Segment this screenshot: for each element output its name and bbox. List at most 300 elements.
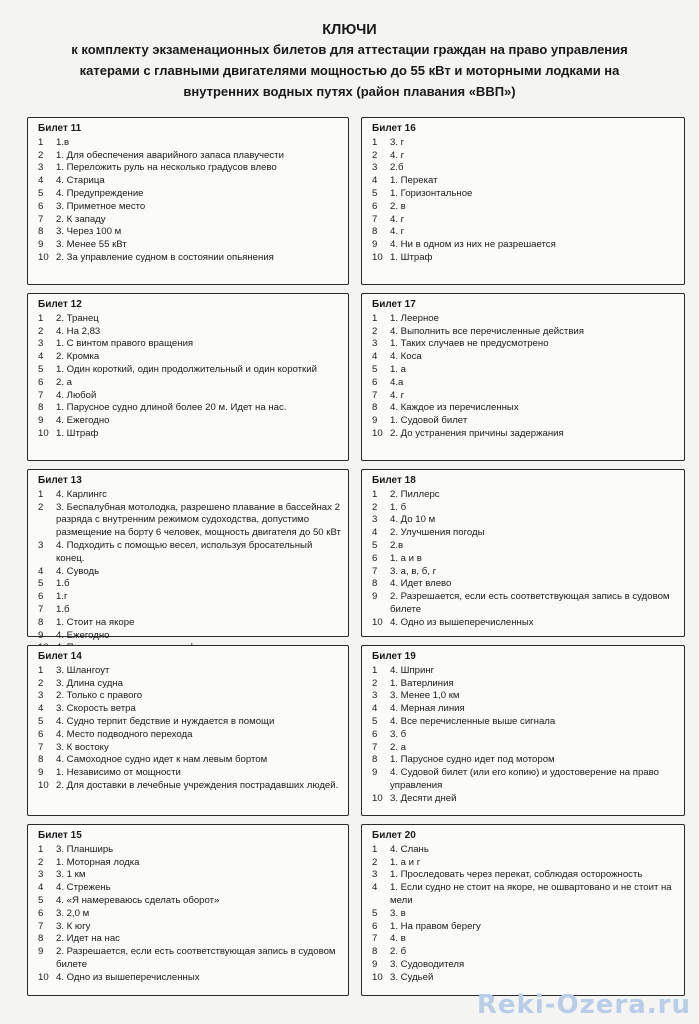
- answer-text: 4. Каждое из перечисленных: [390, 402, 519, 414]
- answer-row: [38, 566, 342, 579]
- answer-row: [38, 428, 342, 441]
- question-number: 4: [372, 882, 378, 894]
- ticket-box: [27, 824, 349, 996]
- answer-row: [38, 921, 342, 934]
- answer-text: 2. Пиллерс: [390, 488, 440, 500]
- question-number: 6: [38, 200, 44, 212]
- question-number: 2: [372, 856, 378, 868]
- question-number: 9: [372, 415, 378, 427]
- answer-text: 3. б: [390, 728, 407, 740]
- answer-row: [38, 137, 342, 150]
- answer-row: [372, 489, 678, 502]
- question-number: 9: [372, 958, 378, 970]
- question-number: 5: [372, 715, 378, 727]
- ticket-title: Билет 13: [38, 475, 82, 486]
- answer-text: 1. Таких случаев не предусмотрено: [390, 338, 549, 350]
- answer-text: 1. С винтом правого вращения: [56, 338, 194, 350]
- answer-text: 4. «Я намереваюсь сделать оборот»: [56, 894, 220, 906]
- question-number: 6: [38, 907, 44, 919]
- answer-text: 2. За управление судном в состоянии опьянения: [56, 251, 274, 263]
- answer-row: [372, 959, 678, 972]
- answer-row: [372, 527, 678, 540]
- answer-row: [372, 514, 678, 527]
- answer-row: [372, 188, 678, 201]
- answer-row: [372, 678, 678, 691]
- answer-row: [38, 946, 342, 972]
- answer-text: 4. Стрежень: [56, 882, 111, 894]
- answer-row: [38, 780, 342, 793]
- answer-text: 3. Приметное место: [56, 200, 146, 212]
- answer-text: 1. Для обеспечения аварийного запаса плавучести: [56, 149, 284, 161]
- answer-row: [372, 578, 678, 591]
- question-number: 10: [372, 616, 383, 628]
- answer-text: 2. К западу: [56, 213, 106, 225]
- answer-row: [38, 377, 342, 390]
- question-number: 7: [38, 741, 44, 753]
- answer-row: [372, 540, 678, 553]
- answer-text: 1. Штраф: [390, 251, 433, 263]
- answer-row: [38, 364, 342, 377]
- question-number: 8: [372, 226, 378, 238]
- ticket-title: Билет 16: [372, 123, 416, 134]
- answer-row: [372, 933, 678, 946]
- answer-text: 2. Идет на нас: [56, 933, 120, 945]
- ticket-title: Билет 19: [372, 651, 416, 662]
- answer-row: [38, 604, 342, 617]
- answer-text: 1.в: [56, 136, 70, 148]
- question-number: 6: [372, 376, 378, 388]
- answer-row: [38, 703, 342, 716]
- ticket-box: [361, 117, 685, 285]
- answer-text: 4. Суводь: [56, 565, 100, 577]
- question-number: 4: [372, 351, 378, 363]
- answer-row: [38, 226, 342, 239]
- answer-text: 4. Подходить с помощью весел, используя бросательный конец.: [56, 539, 313, 564]
- answer-row: [372, 793, 678, 806]
- answer-row: [38, 617, 342, 630]
- answer-text: 4. Любой: [56, 389, 97, 401]
- page-title: КЛЮЧИ: [322, 22, 377, 38]
- answer-text: 2. Разрешается, если есть соответствующая запись в судовом билете: [390, 591, 670, 615]
- ticket-box: [27, 469, 349, 641]
- answer-text: 2.б: [390, 162, 404, 174]
- question-number: 8: [372, 946, 378, 958]
- question-number: 4: [38, 703, 44, 715]
- answer-row: [372, 665, 678, 678]
- question-number: 10: [372, 971, 383, 983]
- answer-text: 4. г: [390, 226, 405, 238]
- answer-text: 2.в: [390, 539, 404, 551]
- question-number: 5: [372, 187, 378, 199]
- answer-row: [372, 844, 678, 857]
- answer-row: [38, 489, 342, 502]
- question-number: 7: [38, 603, 44, 615]
- question-number: 1: [38, 843, 44, 855]
- answer-text: 4. На 2,83: [56, 325, 101, 337]
- answer-row: [38, 351, 342, 364]
- question-number: 10: [38, 971, 49, 983]
- answer-row: [372, 326, 678, 339]
- answer-row: [38, 908, 342, 921]
- question-number: 1: [372, 843, 378, 855]
- answer-text: 1. Переложить руль на несколько градусов влево: [56, 162, 277, 174]
- question-number: 7: [372, 741, 378, 753]
- question-number: 3: [38, 338, 44, 350]
- answer-row: [372, 402, 678, 415]
- question-number: 5: [372, 539, 378, 551]
- answer-text: 2. а: [390, 741, 407, 753]
- ticket-title: Билет 11: [38, 123, 82, 134]
- ticket-box: [361, 645, 685, 816]
- answer-text: 4.а: [390, 376, 404, 388]
- answer-text: 1. Проследовать через перекат, соблюдая осторожность: [390, 869, 643, 881]
- question-number: 9: [38, 767, 44, 779]
- answer-row: [372, 226, 678, 239]
- question-number: 9: [372, 239, 378, 251]
- answer-text: 1. Горизонтальное: [390, 187, 473, 199]
- question-number: 8: [38, 402, 44, 414]
- question-number: 4: [38, 351, 44, 363]
- answer-row: [38, 754, 342, 767]
- answer-row: [372, 239, 678, 252]
- answer-text: 1. а и г: [390, 856, 421, 868]
- answer-text: 2. а: [56, 376, 73, 388]
- answer-row: [38, 540, 342, 566]
- answer-text: 1. Стоит на якоре: [56, 616, 135, 628]
- answer-row: [38, 201, 342, 214]
- question-number: 3: [38, 539, 44, 551]
- question-number: 2: [38, 149, 44, 161]
- subtitle-line-2: катерами с главными двигателями мощностью до 55 кВт и моторными лодками на: [79, 63, 620, 78]
- question-number: 10: [372, 251, 383, 263]
- answer-row: [372, 591, 678, 617]
- question-number: 5: [372, 363, 378, 375]
- question-number: 6: [38, 728, 44, 740]
- answer-text: 4. Место подводного перехода: [56, 728, 193, 740]
- answer-text: 3. Судоводителя: [390, 958, 465, 970]
- answer-text: 2. Для доставки в лечебные учреждения пострадавших людей.: [56, 779, 339, 791]
- ticket-title: Билет 12: [38, 299, 82, 310]
- question-number: 6: [372, 920, 378, 932]
- answer-row: [372, 364, 678, 377]
- question-number: 4: [38, 565, 44, 577]
- answer-row: [38, 150, 342, 163]
- subtitle-line-3: внутренних водных путях (район плавания «ВВП»): [183, 84, 516, 99]
- answer-text: 1. Судовой билет: [390, 415, 468, 427]
- question-number: 4: [372, 527, 378, 539]
- answer-text: 2. Разрешается, если есть соответствующая запись в судовом билете: [56, 946, 336, 970]
- answer-row: [38, 502, 342, 540]
- question-number: 3: [38, 162, 44, 174]
- answer-text: 1.г: [56, 591, 68, 603]
- answer-text: 3. в: [390, 907, 406, 919]
- question-number: 5: [38, 715, 44, 727]
- answer-text: 4. Все перечисленные выше сигнала: [390, 715, 556, 727]
- question-number: 9: [38, 239, 44, 251]
- ticket-title: Билет 18: [372, 475, 416, 486]
- answer-row: [372, 137, 678, 150]
- answer-text: 1.б: [56, 578, 70, 590]
- question-number: 7: [372, 213, 378, 225]
- answer-row: [38, 214, 342, 227]
- answer-row: [372, 869, 678, 882]
- answer-row: [38, 162, 342, 175]
- answer-text: 3. Беспалубная мотолодка, разрешено плавание в бассейнах 2 разряда с внутренним режимом судоходства, допустимо размещение на борту 6 человек, мощность двигателя до 50 кВт: [56, 501, 341, 539]
- answer-row: [372, 201, 678, 214]
- question-number: 1: [372, 488, 378, 500]
- question-number: 3: [372, 514, 378, 526]
- answer-row: [38, 402, 342, 415]
- answer-row: [38, 882, 342, 895]
- ticket-title: Билет 17: [372, 299, 416, 310]
- answer-text: 3. К востоку: [56, 741, 109, 753]
- answer-text: 2. Кромка: [56, 351, 100, 363]
- answer-text: 4. Карлингс: [56, 488, 107, 500]
- answer-text: 4. Судно терпит бедствие и нуждается в помощи: [56, 715, 275, 727]
- answer-text: 2. Только с правого: [56, 690, 143, 702]
- question-number: 5: [38, 578, 44, 590]
- answer-row: [38, 390, 342, 403]
- question-number: 1: [372, 312, 378, 324]
- question-number: 9: [372, 767, 378, 779]
- ticket-title: Билет 15: [38, 830, 82, 841]
- answer-text: 2. До устранения причины задержания: [390, 427, 564, 439]
- answer-text: 4. Коса: [390, 351, 422, 363]
- answer-row: [372, 553, 678, 566]
- answer-row: [38, 742, 342, 755]
- ticket-box: [27, 293, 349, 461]
- answer-text: 1.б: [56, 603, 70, 615]
- answer-text: 4. Выполнить все перечисленные действия: [390, 325, 584, 337]
- question-number: 6: [38, 591, 44, 603]
- answer-row: [38, 895, 342, 908]
- ticket-title: Билет 14: [38, 651, 82, 662]
- answer-row: [372, 214, 678, 227]
- answer-text: 4. Старица: [56, 175, 105, 187]
- ticket-box: [361, 293, 685, 461]
- answer-text: 4. Ежегодно: [56, 629, 110, 641]
- question-number: 5: [38, 363, 44, 375]
- question-number: 5: [38, 187, 44, 199]
- answer-row: [38, 591, 342, 604]
- answer-text: 4. До 10 м: [390, 514, 436, 526]
- answer-text: 1. Один короткий, один продолжительный и один короткий: [56, 363, 317, 375]
- answer-text: 4. Одно из вышеперечисленных: [56, 971, 200, 983]
- answer-row: [372, 502, 678, 515]
- question-number: 7: [38, 213, 44, 225]
- question-number: 7: [372, 565, 378, 577]
- question-number: 10: [38, 779, 49, 791]
- answer-text: 4. г: [390, 213, 405, 225]
- answer-text: 1. Парусное судно идет под мотором: [390, 754, 555, 766]
- answer-text: 3. Шлангоут: [56, 664, 110, 676]
- question-number: 9: [372, 591, 378, 603]
- question-number: 2: [38, 325, 44, 337]
- answer-row: [372, 415, 678, 428]
- answer-row: [38, 729, 342, 742]
- answer-text: 3. 1 км: [56, 869, 86, 881]
- question-number: 7: [372, 933, 378, 945]
- ticket-box: [361, 824, 685, 996]
- question-number: 3: [372, 690, 378, 702]
- answer-text: 1. Если судно не стоит на якоре, не ошвартовано и не стоит на мели: [390, 882, 672, 906]
- question-number: 1: [38, 136, 44, 148]
- answer-row: [372, 972, 678, 985]
- question-number: 1: [38, 312, 44, 324]
- answer-text: 1. Парусное судно длиной более 20 м. Идет на нас.: [56, 402, 287, 414]
- answer-row: [372, 857, 678, 870]
- answer-row: [38, 716, 342, 729]
- answer-row: [372, 690, 678, 703]
- question-number: 9: [38, 629, 44, 641]
- answer-text: 4. Самоходное судно идет к нам левым бортом: [56, 754, 268, 766]
- question-number: 1: [38, 488, 44, 500]
- answer-row: [38, 313, 342, 326]
- answer-row: [38, 630, 342, 643]
- answer-row: [372, 175, 678, 188]
- answer-text: 1. Ватерлиния: [390, 677, 454, 689]
- answer-text: 1. б: [390, 501, 407, 513]
- answer-text: 3. Десяти дней: [390, 792, 457, 804]
- answer-text: 3. Скорость ветра: [56, 703, 136, 715]
- answer-text: 1. Независимо от мощности: [56, 767, 181, 779]
- answer-row: [38, 844, 342, 857]
- answer-text: 2. б: [390, 946, 407, 958]
- question-number: 8: [38, 933, 44, 945]
- answer-text: 3. Судьей: [390, 971, 434, 983]
- answer-row: [372, 428, 678, 441]
- question-number: 2: [38, 856, 44, 868]
- answer-row: [38, 252, 342, 265]
- question-number: 10: [372, 427, 383, 439]
- question-number: 6: [38, 376, 44, 388]
- answer-text: 4. в: [390, 933, 406, 945]
- answer-row: [38, 869, 342, 882]
- ticket-box: [27, 645, 349, 816]
- answer-row: [372, 313, 678, 326]
- question-number: 1: [38, 664, 44, 676]
- question-number: 3: [38, 690, 44, 702]
- question-number: 10: [372, 792, 383, 804]
- answer-row: [372, 754, 678, 767]
- answer-row: [372, 150, 678, 163]
- question-number: 3: [372, 338, 378, 350]
- question-number: 5: [38, 894, 44, 906]
- question-number: 4: [372, 703, 378, 715]
- answer-text: 4. Ни в одном из них не разрешается: [390, 239, 556, 251]
- answer-text: 3. Менее 55 кВт: [56, 239, 127, 251]
- question-number: 3: [372, 162, 378, 174]
- answer-row: [372, 351, 678, 364]
- answer-text: 4. Ежегодно: [56, 415, 110, 427]
- answer-text: 4. г: [390, 389, 405, 401]
- question-number: 10: [38, 427, 49, 439]
- answer-text: 4. Судовой билет (или его копию) и удостоверение на право управления: [390, 767, 659, 791]
- question-number: 8: [38, 754, 44, 766]
- question-number: 2: [38, 501, 44, 513]
- site-watermark: Reki-Ozera.ru: [476, 990, 691, 1020]
- answer-row: [372, 338, 678, 351]
- answer-text: 4. Предупреждение: [56, 187, 144, 199]
- answer-row: [38, 678, 342, 691]
- answer-text: 3. а, в, б, г: [390, 565, 437, 577]
- question-number: 3: [372, 869, 378, 881]
- answer-text: 1. Перекат: [390, 175, 438, 187]
- question-number: 2: [372, 325, 378, 337]
- answer-text: 4. Мерная линия: [390, 703, 465, 715]
- answer-row: [372, 767, 678, 793]
- answer-text: 2. Транец: [56, 312, 99, 324]
- answer-text: 1. а: [390, 363, 407, 375]
- question-number: 9: [38, 415, 44, 427]
- question-number: 8: [372, 754, 378, 766]
- answer-row: [372, 908, 678, 921]
- question-number: 6: [372, 728, 378, 740]
- question-number: 8: [38, 616, 44, 628]
- answer-text: 3. Планширь: [56, 843, 114, 855]
- answer-row: [372, 921, 678, 934]
- ticket-title: Билет 20: [372, 830, 416, 841]
- answer-row: [372, 252, 678, 265]
- answer-text: 3. К югу: [56, 920, 91, 932]
- answer-row: [372, 390, 678, 403]
- answer-row: [38, 175, 342, 188]
- question-number: 4: [38, 175, 44, 187]
- question-number: 4: [38, 882, 44, 894]
- question-number: 5: [372, 907, 378, 919]
- answer-text: 3. Менее 1,0 км: [390, 690, 460, 702]
- question-number: 2: [38, 677, 44, 689]
- answer-row: [38, 415, 342, 428]
- answer-row: [38, 239, 342, 252]
- subtitle-line-1: к комплекту экзаменационных билетов для аттестации граждан на право управления: [71, 42, 628, 57]
- answer-text: 4. Слань: [390, 843, 429, 855]
- answer-row: [372, 703, 678, 716]
- answer-text: 1. На правом берегу: [390, 920, 481, 932]
- question-number: 10: [38, 251, 49, 263]
- answer-row: [38, 326, 342, 339]
- question-number: 2: [372, 149, 378, 161]
- question-number: 6: [372, 200, 378, 212]
- question-number: 7: [372, 389, 378, 401]
- answer-row: [372, 617, 678, 630]
- answer-row: [372, 716, 678, 729]
- answer-row: [38, 338, 342, 351]
- answer-text: 1. Леерное: [390, 312, 439, 324]
- question-number: 4: [372, 175, 378, 187]
- answer-row: [38, 972, 342, 985]
- answer-row: [38, 690, 342, 703]
- question-number: 2: [372, 501, 378, 513]
- answer-row: [372, 377, 678, 390]
- question-number: 1: [372, 136, 378, 148]
- answer-row: [372, 742, 678, 755]
- answer-row: [372, 729, 678, 742]
- ticket-box: [361, 469, 685, 637]
- answer-text: 1. Моторная лодка: [56, 856, 140, 868]
- answer-row: [372, 946, 678, 959]
- answer-row: [38, 188, 342, 201]
- answer-row: [38, 665, 342, 678]
- question-number: 2: [372, 677, 378, 689]
- answer-text: 2. Улучшения погоды: [390, 527, 485, 539]
- question-number: 8: [372, 578, 378, 590]
- page-header: [0, 18, 699, 101]
- answer-text: 4. Одно из вышеперечисленных: [390, 616, 534, 628]
- answer-text: 3. 2,0 м: [56, 907, 90, 919]
- answer-row: [372, 162, 678, 175]
- answer-text: 3. Длина судна: [56, 677, 123, 689]
